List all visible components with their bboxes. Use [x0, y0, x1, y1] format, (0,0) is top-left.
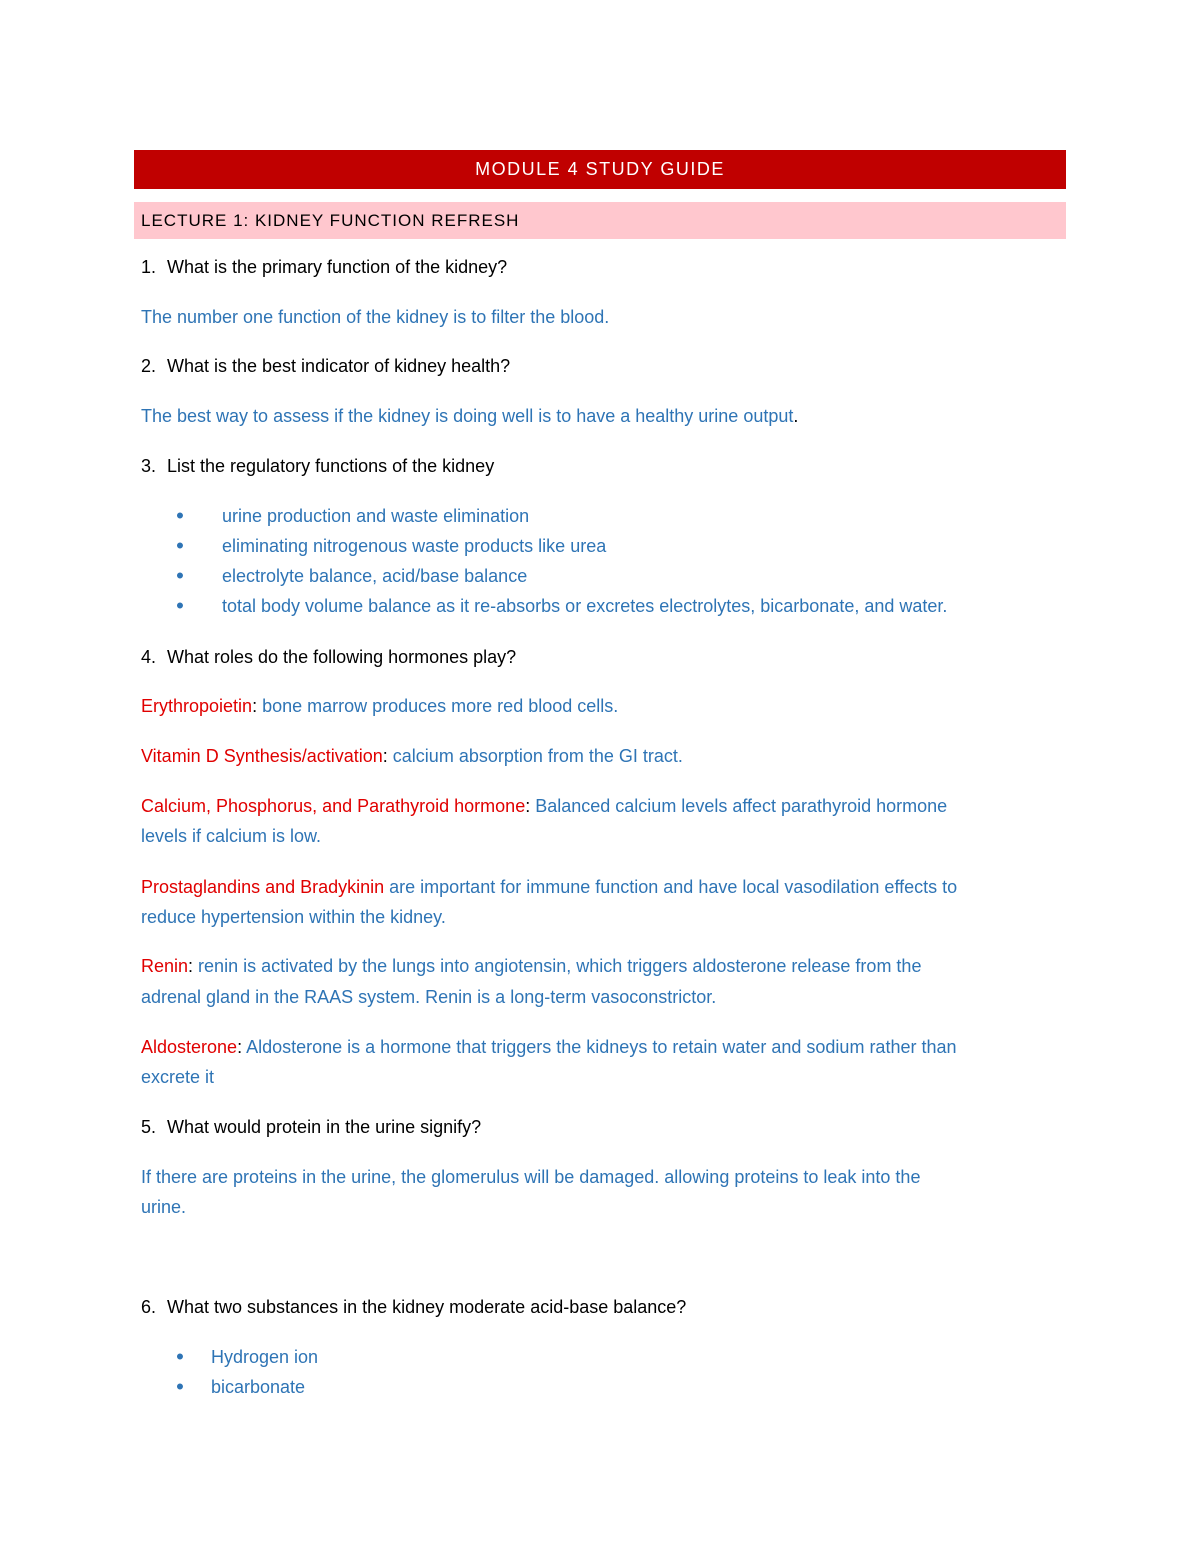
question-text: What roles do the following hormones play?: [167, 647, 517, 667]
question-number: 6.: [141, 1297, 157, 1317]
question-number: 2.: [141, 356, 157, 376]
hormone-term: Calcium, Phosphorus, and Parathyroid hormone: [141, 796, 526, 816]
answer-2: [141, 401, 1066, 431]
bullet-icon: •: [176, 533, 184, 558]
bullet-icon: •: [176, 563, 184, 588]
question-3: [141, 451, 1066, 481]
document-title: MODULE 4 STUDY GUIDE: [134, 150, 1066, 189]
question-text: What would protein in the urine signify?: [167, 1117, 482, 1137]
question-number: 5.: [141, 1117, 157, 1137]
question-text: What two substances in the kidney moderate acid-base balance?: [167, 1297, 687, 1317]
question-text: What is the best indicator of kidney health?: [167, 356, 511, 376]
answer-5: If there are proteins in the urine, the glomerulus will be damaged. allowing proteins to leak into the: [141, 1167, 921, 1187]
term-colon: :: [252, 696, 258, 716]
question-4: [141, 642, 1066, 672]
term-colon: :: [237, 1037, 243, 1057]
hormone-prostaglandins: [141, 872, 1066, 902]
hormone-term: Prostaglandins and Bradykinin: [141, 877, 385, 897]
answer-text: The best way to assess if the kidney is doing well is to have a healthy urine output: [141, 406, 794, 426]
hormone-description-continued: reduce hypertension within the kidney.: [141, 907, 446, 927]
hormone-term: Erythropoietin: [141, 696, 253, 716]
hormone-renin: [141, 951, 1066, 981]
bullet-icon: •: [176, 593, 184, 618]
hormone-vitamin-d: [141, 741, 1066, 771]
hormone-term: Vitamin D Synthesis/activation: [141, 746, 383, 766]
term-colon: :: [382, 746, 388, 766]
question-number: 4.: [141, 647, 157, 667]
question-1: [141, 252, 1066, 282]
bullet-icon: •: [176, 1374, 184, 1399]
hormone-term: Renin: [141, 956, 189, 976]
hormone-description: Balanced calcium levels affect parathyroid hormone: [530, 796, 948, 816]
hormone-description-continued: levels if calcium is low.: [141, 826, 322, 846]
section-heading: LECTURE 1: KIDNEY FUNCTION REFRESH: [134, 202, 1066, 239]
hormone-description-continued: adrenal gland in the RAAS system. Renin is a long-term vasoconstrictor.: [141, 987, 717, 1007]
hormone-description: renin is activated by the lungs into angiotensin, which triggers aldosterone release from the: [193, 956, 922, 976]
hormone-description: bone marrow produces more red blood cells.: [257, 696, 619, 716]
hormone-aldosterone: [141, 1032, 1066, 1062]
hormone-description: are important for immune function and have local vasodilation effects to: [384, 877, 958, 897]
answer-period: .: [793, 406, 799, 426]
question-text: List the regulatory functions of the kidney: [167, 456, 495, 476]
hormone-description: calcium absorption from the GI tract.: [387, 746, 683, 766]
question-6: [141, 1292, 1066, 1322]
term-colon: :: [525, 796, 531, 816]
question-5: [141, 1112, 1066, 1142]
answer-5-continued: urine.: [141, 1197, 187, 1217]
answer-1: The number one function of the kidney is to filter the blood.: [141, 307, 610, 327]
question-number: 3.: [141, 456, 157, 476]
hormone-term: Aldosterone: [141, 1037, 238, 1057]
hormone-erythropoietin: [141, 691, 1066, 721]
question-text: What is the primary function of the kidney?: [167, 257, 508, 277]
bullet-icon: •: [176, 1344, 184, 1369]
question-2: [141, 351, 1066, 381]
question-number: 1.: [141, 257, 157, 277]
term-colon: :: [188, 956, 194, 976]
hormone-description: Aldosterone is a hormone that triggers the kidneys to retain water and sodium rather than: [242, 1037, 957, 1057]
bullet-icon: •: [176, 503, 184, 528]
hormone-calcium: [141, 791, 1066, 821]
hormone-description-continued: excrete it: [141, 1067, 215, 1087]
